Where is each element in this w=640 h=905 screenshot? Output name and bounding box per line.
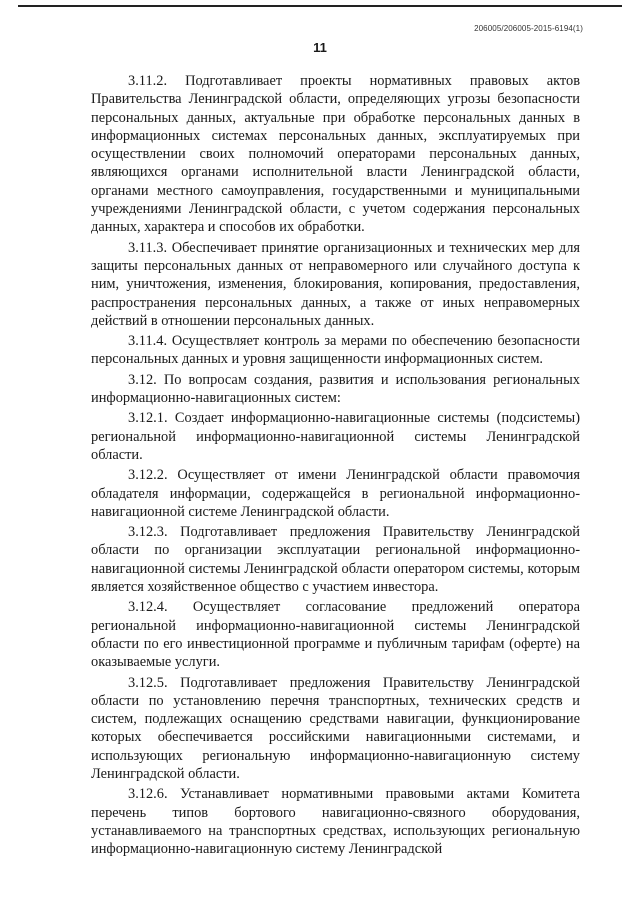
paragraph-3-12-2: 3.12.2. Осуществляет от имени Ленинградской области правомочия обладателя информации, содержащейся в региональной информационно-навигационной системе Ленинградской области. (91, 467, 580, 520)
paragraph-3-12-3: 3.12.3. Подготавливает предложения Правительству Ленинградской области по организации эксплуатации региональной информационно-навигационной системы Ленинградской области оператором системы, которым является хозяйственное общество с участием инвестора. (91, 524, 580, 596)
paragraph-3-12-6: 3.12.6. Устанавливает нормативными правовыми актами Комитета перечень типов бортового навигационно-связного оборудования, устанавливаемого на транспортных средствах, использующих региональную информационно-навигационную систему Ленинградской (91, 786, 580, 858)
paragraph-3-12: 3.12. По вопросам создания, развития и использования региональных информационно-навигационных систем: (91, 371, 580, 407)
paragraph-3-12-5: 3.12.5. Подготавливает предложения Правительству Ленинградской области по установлению перечня транспортных, технических средств и систем, подлежащих оснащению средствами навигации, функционирование которых обеспечивается российскими навигационными системами, и использующих региональную информационно-навигационную систему Ленинградской области. (91, 674, 580, 782)
paragraph-3-12-1: 3.12.1. Создает информационно-навигационные системы (подсистемы) региональной информационно-навигационной системы Ленинградской области. (91, 410, 580, 463)
paragraph-3-11-3: 3.11.3. Обеспечивает принятие организационных и технических мер для защиты персональных данных от неправомерного или случайного доступа к ним, уничтожения, изменения, блокирования, копирования, предоставления, распространения персональных данных, а также от иных неправомерных действий в отношении персональных данных. (91, 239, 580, 329)
document-registration-number: 206005/206005-2015-6194(1) (474, 24, 583, 33)
paragraph-3-11-4: 3.11.4. Осуществляет контроль за мерами по обеспечению безопасности персональных данных и уровня защищенности информационных систем. (91, 333, 580, 368)
page-number: 11 (313, 40, 327, 55)
paragraph-3-12-4: 3.12.4. Осуществляет согласование предложений оператора региональной информационно-навигационной системы Ленинградской области по его инвестиционной программе и публичным тарифам (оферте) на оказываемые услуги. (91, 599, 580, 671)
top-border-line (18, 5, 622, 7)
paragraph-3-11-2: 3.11.2. Подготавливает проекты нормативных правовых актов Правительства Ленинградской области, определяющих угрозы безопасности персональных данных, актуальные при обработке персональных данных в информационных системах персональных данных, эксплуатируемых при осуществлении своих полномочий операторами персональных данных, являющихся органами исполнительной власти Ленинградской области, органами местного самоуправления, государственными и муниципальными учреждениями Ленинградской области, с учетом содержания персональных данных, характера и способов их обработки. (91, 73, 580, 236)
document-body (91, 72, 580, 858)
